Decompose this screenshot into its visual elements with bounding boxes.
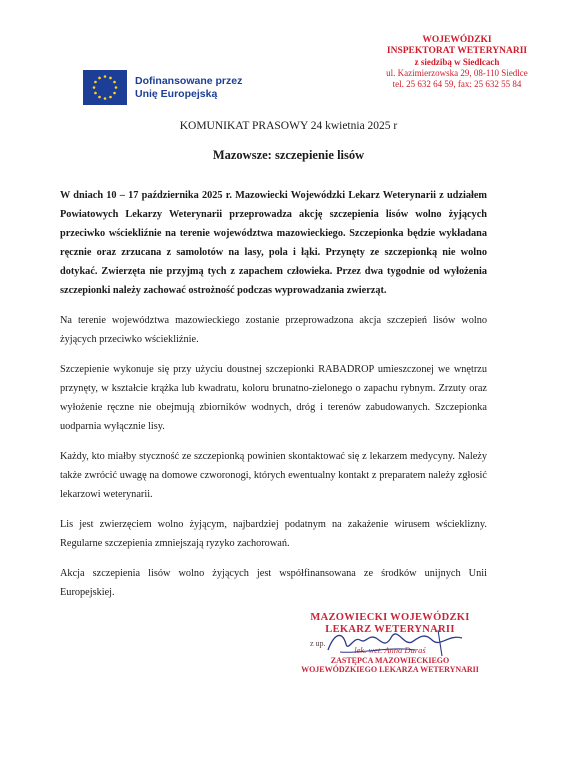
- eu-star-icon: [115, 86, 118, 89]
- sig-name: lek. wet. Anna Duraś: [354, 645, 426, 655]
- sig-line1: MAZOWIECKI WOJEWÓDZKI: [310, 612, 470, 623]
- document-subject: Mazowsze: szczepienie lisów: [212, 148, 365, 162]
- eu-star-icon: [94, 92, 97, 95]
- eu-star-icon: [104, 97, 107, 100]
- paragraph-4: Każdy, kto miałby styczność ze szczepionką powinien skontaktować się z lekarzem medycyny. Należy także zwrócić uwagę na domowe czworonogi, których ewentualny kontakt z preparatem należy zgłosić lekarzowi weterynarii.: [60, 451, 487, 500]
- eu-star-icon: [94, 81, 97, 84]
- paragraph-6: Akcja szczepienia lisów wolno żyjących jest współfinansowana ze środków unijnych Unii Europejskiej.: [60, 568, 487, 598]
- document-body: [60, 186, 487, 613]
- press-release-title: KOMUNIKAT PRASOWY 24 kwietnia 2025 r: [179, 120, 398, 132]
- eu-flag-icon: [83, 70, 127, 105]
- sig-line2: LEKARZ WETERYNARII: [325, 624, 455, 635]
- eu-star-icon: [109, 77, 112, 80]
- eu-star-icon: [93, 86, 96, 89]
- paragraph-1: W dniach 10 – 17 października 2025 r. Mazowiecki Wojewódzki Lekarz Weterynarii z udziałem Powiatowych Lekarzy Weterynarii przeprowadza akcję szczepienia lisów wolno żyjących przeciwko wściekliźnie na terenie województwa mazowieckiego. Szczepionka będzie wykładana ręcznie oraz zrzucana z samolotów na lasy, pola i łąki. Przynęty ze szczepionką nie wolno dotykać. Zwierzęta nie przyjmą tych z zapachem człowieka. Przez dwa tygodnie od wyłożenia szczepionki należy zachować ostrożność podczas wyprowadzania zwierząt.: [60, 190, 487, 296]
- eu-logo: [83, 70, 242, 105]
- eu-star-icon: [113, 81, 116, 84]
- eu-logo-line1: Dofinansowane przez: [135, 74, 243, 87]
- stamp-address: ul. Kazimierzowska 29, 08-110 Siedlce: [386, 68, 528, 78]
- stamp-line3: z siedzibą w Siedlcach: [414, 57, 500, 67]
- paragraph-2: Na terenie województwa mazowieckiego zostanie przeprowadzona akcja szczepień lisów wolno żyjących przeciwko wściekliźnie.: [60, 315, 487, 345]
- stamp-line2: INSPEKTORAT WETERYNARII: [386, 46, 528, 56]
- handwritten-signature-icon: [320, 626, 470, 658]
- eu-star-icon: [113, 92, 116, 95]
- eu-star-icon: [104, 75, 107, 78]
- sig-prefix: z up.: [310, 639, 326, 648]
- eu-logo-text: [135, 75, 242, 101]
- eu-logo-line2: Unię Europejską: [135, 87, 218, 100]
- stamp-line1: WOJEWÓDZKI: [422, 35, 492, 45]
- stamp-phone: tel. 25 632 64 59, fax: 25 632 55 84: [392, 79, 522, 89]
- inspectorate-header-stamp: [337, 35, 577, 90]
- eu-star-icon: [109, 96, 112, 99]
- sig-title1: ZASTĘPCA MAZOWIECKIEGO: [330, 656, 450, 665]
- eu-star-icon: [98, 77, 101, 80]
- paragraph-5: Lis jest zwierzęciem wolno żyjącym, najbardziej podatnym na zakażenie wirusem wścieklizny. Regularne szczepienia zmniejszają ryzyko zachorowań.: [60, 519, 487, 549]
- paragraph-3: Szczepienie wykonuje się przy użyciu doustnej szczepionki RABADROP umieszczonej we wnętrzu przynęty, w kształcie krążka lub kwadratu, koloru brunatno-zielonego o zapachu rybnym. Zrzuty oraz wyłożenie ręczne nie obejmują zbiorników wodnych, dróg i terenów zabudowanych. Szczepionka uodparnia wyłącznie lisy.: [60, 364, 487, 432]
- sig-title2: WOJEWÓDZKIEGO LEKARZA WETERYNARII: [301, 665, 479, 674]
- signature-stamp: [290, 612, 490, 674]
- eu-star-icon: [98, 96, 101, 99]
